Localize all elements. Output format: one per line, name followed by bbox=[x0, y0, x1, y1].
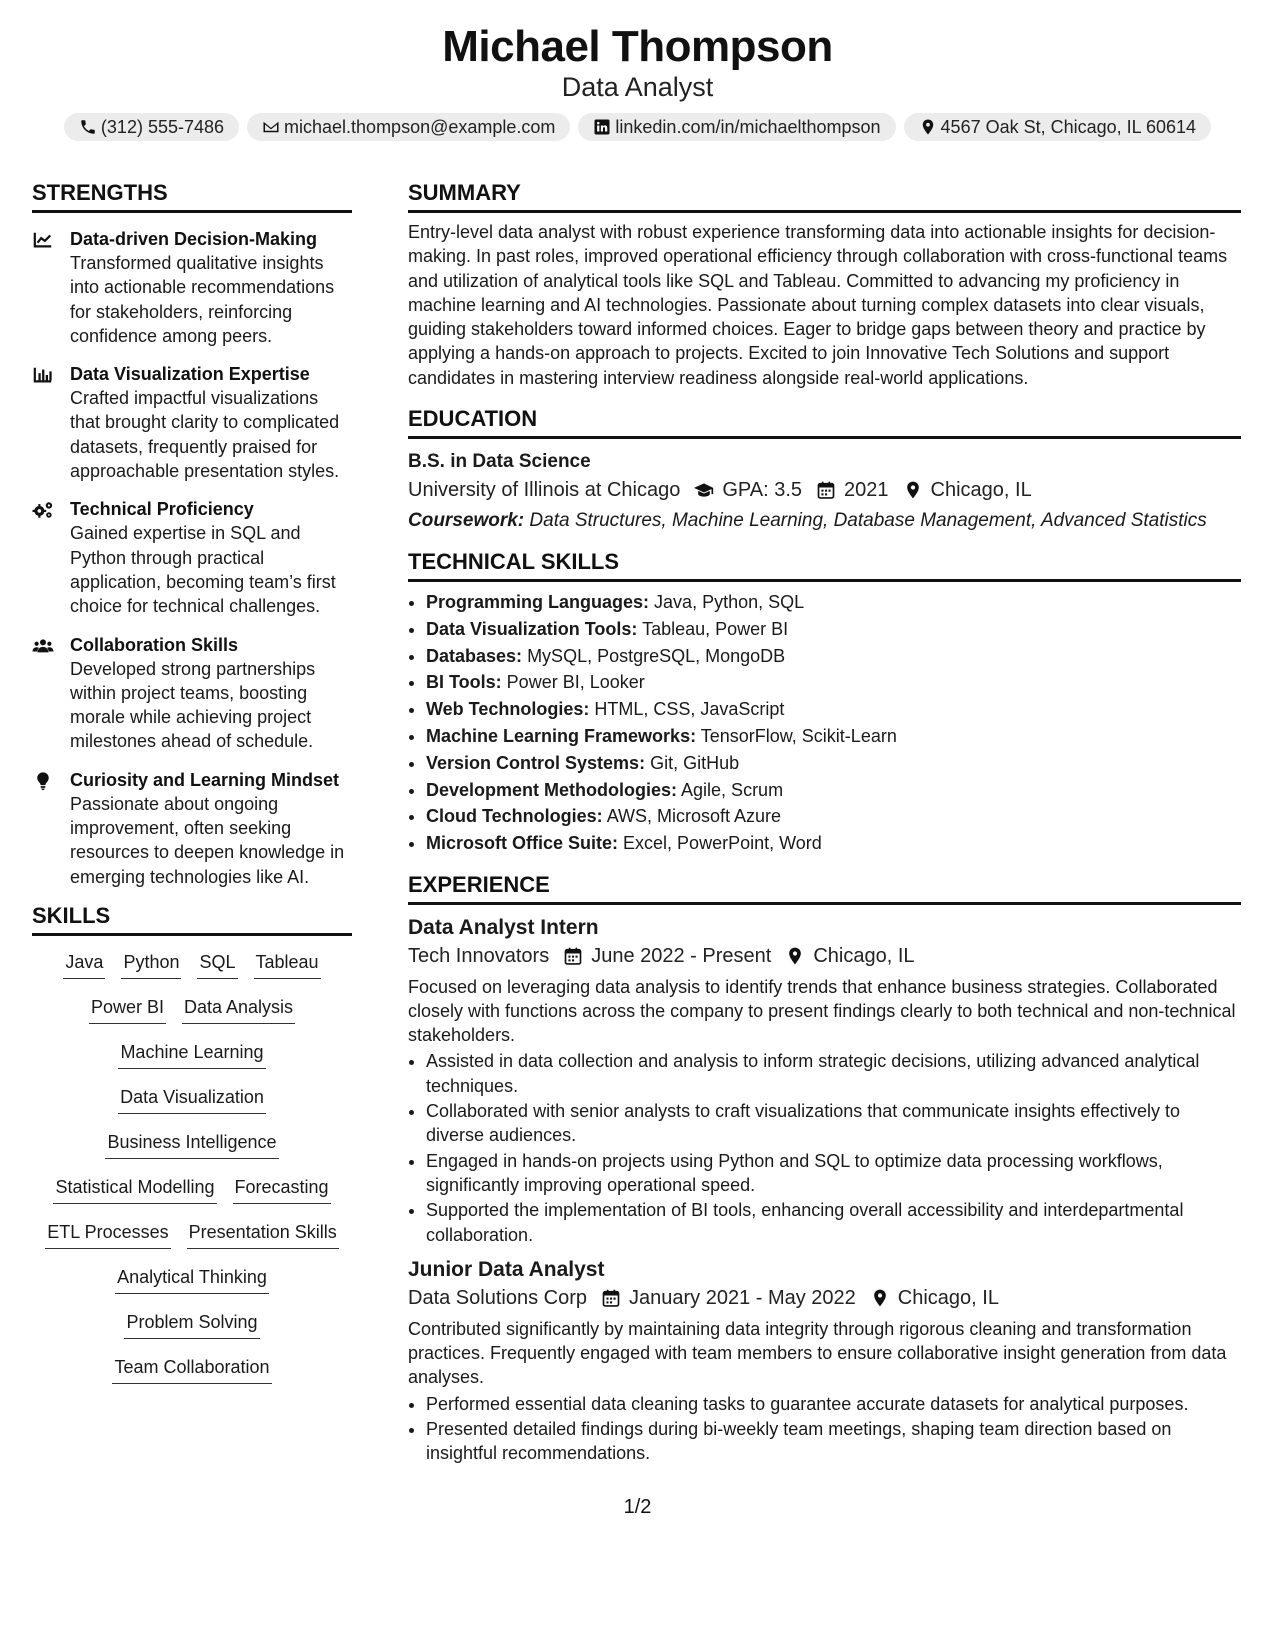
contact-linkedin[interactable] bbox=[578, 113, 895, 141]
job-bullet: • Engaged in hands-on projects using Python and SQL to optimize data processing workflows, significantly improving operational speed. bbox=[426, 1149, 1241, 1198]
graduation-cap-icon bbox=[694, 480, 714, 500]
contact-bar bbox=[0, 113, 1275, 141]
map-pin-icon bbox=[870, 1288, 890, 1308]
trend-chart-icon bbox=[32, 227, 70, 348]
tech-skill-item bbox=[426, 778, 1241, 802]
tech-skill-label: Version Control Systems: bbox=[426, 752, 646, 773]
skill-row bbox=[32, 1085, 352, 1130]
tech-skill-label: Web Technologies: bbox=[426, 699, 590, 720]
job-bullet: • Presented detailed findings during bi-weekly team meetings, shaping team direction based on insightful recommendations. bbox=[426, 1417, 1241, 1466]
job-bullets bbox=[408, 1392, 1241, 1466]
contact-email-text: michael.thompson@example.com bbox=[284, 116, 556, 137]
skills-section bbox=[32, 903, 352, 1400]
contact-address-text: 4567 Oak St, Chicago, IL 60614 bbox=[940, 116, 1197, 137]
strength-item bbox=[32, 227, 352, 348]
tech-skill-label: Cloud Technologies: bbox=[426, 806, 603, 827]
tech-skill-value: Agile, Scrum bbox=[681, 779, 784, 800]
strength-item bbox=[32, 633, 352, 754]
job-entry bbox=[408, 1257, 1241, 1466]
tech-skill-value: Java, Python, SQL bbox=[654, 592, 805, 613]
technical-skills-heading: TECHNICAL SKILLS bbox=[408, 549, 1241, 582]
skill-row bbox=[32, 995, 352, 1040]
strength-title: Data Visualization Expertise bbox=[70, 364, 310, 385]
school-name: University of Illinois at Chicago bbox=[408, 479, 681, 502]
calendar-icon bbox=[601, 1288, 621, 1308]
skill-tag: Business Intelligence bbox=[105, 1130, 278, 1159]
strength-item bbox=[32, 497, 352, 618]
strength-title: Data-driven Decision-Making bbox=[70, 229, 318, 249]
gpa: GPA: 3.5 bbox=[722, 479, 803, 502]
job-dates: June 2022 - Present bbox=[591, 944, 772, 967]
company-name: Tech Innovators bbox=[408, 944, 550, 967]
lightbulb-icon bbox=[32, 768, 70, 889]
strengths-heading: STRENGTHS bbox=[32, 180, 352, 213]
coursework-label: Coursework: bbox=[408, 510, 525, 532]
job-title: Junior Data Analyst bbox=[408, 1257, 605, 1281]
contact-linkedin-text: linkedin.com/in/michaelthompson bbox=[615, 116, 881, 137]
tech-skill-value: AWS, Microsoft Azure bbox=[606, 806, 782, 827]
phone-icon bbox=[79, 118, 97, 136]
technical-skills-section bbox=[408, 549, 1241, 855]
tech-skill-item bbox=[426, 751, 1241, 775]
summary-section bbox=[408, 180, 1241, 390]
skill-tag: Statistical Modelling bbox=[53, 1175, 216, 1204]
tech-skill-item bbox=[426, 831, 1241, 855]
coursework bbox=[408, 509, 1241, 533]
strength-desc: Gained expertise in SQL and Python through practical application, becoming team’s first choice for technical challenges. bbox=[70, 523, 336, 617]
job-meta bbox=[408, 1283, 1241, 1313]
skill-tag: Team Collaboration bbox=[112, 1355, 271, 1384]
coursework-list: Data Structures, Machine Learning, Database Management, Advanced Statistics bbox=[529, 510, 1207, 532]
left-column bbox=[32, 180, 352, 1400]
strength-desc: Crafted impactful visualizations that brought clarity to complicated datasets, frequently praised for approachable presentation styles. bbox=[70, 388, 340, 482]
right-column bbox=[408, 180, 1241, 1467]
job-bullet: • Performed essential data cleaning tasks to guarantee accurate datasets for analytical purposes. bbox=[426, 1392, 1241, 1416]
summary-heading: SUMMARY bbox=[408, 180, 1241, 213]
job-bullet: • Supported the implementation of BI tools, enhancing overall accessibility and interdepartmental collaboration. bbox=[426, 1198, 1241, 1247]
degree-title: B.S. in Data Science bbox=[408, 451, 591, 473]
strength-desc: Transformed qualitative insights into actionable recommendations for stakeholders, reinforcing confidence among peers. bbox=[70, 253, 335, 346]
map-pin-icon bbox=[785, 946, 805, 966]
map-pin-icon bbox=[903, 480, 923, 500]
skill-tag: Data Visualization bbox=[118, 1085, 266, 1114]
job-description: Contributed significantly by maintaining data integrity through rigorous cleaning and transformation practices. Frequently engaged with team members to ensure collaborative insight generation from data analyses. bbox=[408, 1318, 1227, 1388]
education-heading: EDUCATION bbox=[408, 406, 1241, 439]
strength-desc: Developed strong partnerships within project teams, boosting morale while achieving project milestones ahead of schedule. bbox=[70, 658, 316, 752]
users-icon bbox=[32, 633, 70, 754]
tech-skill-value: Tableau, Power BI bbox=[642, 618, 789, 639]
experience-section bbox=[408, 872, 1241, 1466]
skill-row bbox=[32, 1265, 352, 1310]
skill-tag: Java bbox=[63, 950, 105, 979]
tech-skill-label: Data Visualization Tools: bbox=[426, 618, 638, 639]
tech-skill-label: Microsoft Office Suite: bbox=[426, 833, 619, 854]
tech-skill-value: MySQL, PostgreSQL, MongoDB bbox=[527, 645, 786, 666]
skill-tag: Tableau bbox=[254, 950, 321, 979]
skill-tag: Python bbox=[121, 950, 181, 979]
education-location: Chicago, IL bbox=[930, 479, 1032, 502]
job-bullet: • Collaborated with senior analysts to craft visualizations that communicate insights effectively to diverse audiences. bbox=[426, 1099, 1241, 1148]
job-bullets bbox=[408, 1049, 1241, 1246]
tech-skill-value: Excel, PowerPoint, Word bbox=[623, 833, 822, 854]
tech-skill-value: Power BI, Looker bbox=[506, 672, 645, 693]
skill-tag: Data Analysis bbox=[182, 995, 295, 1024]
bar-chart-icon bbox=[32, 362, 70, 483]
job-dates: January 2021 - May 2022 bbox=[628, 1286, 856, 1309]
education-meta bbox=[408, 475, 1241, 505]
skill-tag: ETL Processes bbox=[45, 1220, 170, 1249]
strength-title: Technical Proficiency bbox=[70, 499, 254, 520]
linkedin-icon bbox=[593, 118, 611, 136]
strengths-list bbox=[32, 227, 352, 889]
skill-row bbox=[32, 1040, 352, 1085]
calendar-icon bbox=[563, 946, 583, 966]
contact-phone-text: (312) 555-7486 bbox=[100, 116, 225, 137]
tech-skill-item bbox=[426, 670, 1241, 694]
skill-tag: Analytical Thinking bbox=[115, 1265, 269, 1294]
skill-row bbox=[32, 950, 352, 995]
tech-skill-label: BI Tools: bbox=[426, 672, 502, 693]
calendar-icon bbox=[816, 480, 836, 500]
job-entry bbox=[408, 915, 1241, 1247]
strength-desc: Passionate about ongoing improvement, often seeking resources to deepen knowledge in emerging technologies like AI. bbox=[70, 793, 345, 887]
skills-heading: SKILLS bbox=[32, 903, 352, 936]
job-meta bbox=[408, 941, 1241, 971]
skill-row bbox=[32, 1310, 352, 1355]
page-number: 1/2 bbox=[623, 1496, 652, 1518]
contact-email[interactable] bbox=[247, 113, 570, 141]
graduation-year: 2021 bbox=[844, 479, 889, 502]
technical-skills-list bbox=[408, 590, 1241, 855]
summary-text: Entry-level data analyst with robust experience transforming data into actionable insights for decision-making. In past roles, improved operational efficiency through collaboration with cross-functional teams and utilization of analytical tools like SQL and Tableau. Committed to advancing my proficiency in machine learning and AI technologies. Passionate about turning complex datasets into clear visuals, guiding stakeholders toward informed choices. Eager to bridge gaps between theory and practice by applying a hands-on approach to projects. Excited to join Innovative Tech Solutions and support candidates in mastering interview readiness alongside real-world applications. bbox=[408, 222, 1228, 388]
strength-item bbox=[32, 768, 352, 889]
company-name: Data Solutions Corp bbox=[408, 1286, 587, 1309]
skill-tag: Forecasting bbox=[233, 1175, 331, 1204]
tech-skill-label: Databases: bbox=[426, 645, 523, 666]
envelope-icon bbox=[262, 118, 280, 136]
tech-skill-item bbox=[426, 617, 1241, 641]
education-section bbox=[408, 406, 1241, 533]
tech-skill-value: Git, GitHub bbox=[650, 752, 740, 773]
tech-skill-label: Development Methodologies: bbox=[426, 779, 678, 800]
skill-tag: SQL bbox=[197, 950, 237, 979]
skill-row bbox=[32, 1220, 352, 1265]
skill-tag: Problem Solving bbox=[124, 1310, 259, 1339]
tech-skill-label: Machine Learning Frameworks: bbox=[426, 726, 697, 747]
strength-title: Collaboration Skills bbox=[70, 634, 239, 655]
skill-tag: Power BI bbox=[89, 995, 166, 1024]
skill-row bbox=[32, 1130, 352, 1175]
experience-heading: EXPERIENCE bbox=[408, 872, 1241, 905]
job-location: Chicago, IL bbox=[897, 1286, 999, 1309]
strength-item bbox=[32, 362, 352, 483]
skill-tag: Presentation Skills bbox=[187, 1220, 339, 1249]
map-pin-icon bbox=[919, 118, 937, 136]
tech-skill-item bbox=[426, 590, 1241, 614]
job-title: Data Analyst Intern bbox=[408, 915, 599, 939]
job-bullet: • Assisted in data collection and analysis to inform strategic decisions, utilizing advanced analytical techniques. bbox=[426, 1049, 1241, 1098]
candidate-name: Michael Thompson bbox=[442, 22, 833, 71]
tech-skill-item bbox=[426, 697, 1241, 721]
strength-title: Curiosity and Learning Mindset bbox=[70, 769, 340, 790]
skill-tag: Machine Learning bbox=[118, 1040, 265, 1069]
skills-list bbox=[32, 950, 352, 1400]
tech-skill-label: Programming Languages: bbox=[426, 592, 650, 613]
contact-address[interactable] bbox=[904, 113, 1212, 141]
gears-icon bbox=[32, 497, 70, 618]
tech-skill-value: TensorFlow, Scikit-Learn bbox=[700, 726, 897, 747]
skill-row bbox=[32, 1175, 352, 1220]
tech-skill-item bbox=[426, 644, 1241, 668]
tech-skill-item bbox=[426, 804, 1241, 828]
contact-phone[interactable] bbox=[64, 113, 239, 141]
candidate-title: Data Analyst bbox=[561, 72, 714, 102]
job-location: Chicago, IL bbox=[813, 944, 915, 967]
job-description: Focused on leveraging data analysis to identify trends that enhance business strategies. Collaborated closely with functions across the company to present findings clearly to both technical and non-technical stakeholders. bbox=[408, 976, 1236, 1046]
tech-skill-value: HTML, CSS, JavaScript bbox=[594, 699, 785, 720]
tech-skill-item bbox=[426, 724, 1241, 748]
skill-row bbox=[32, 1355, 352, 1400]
